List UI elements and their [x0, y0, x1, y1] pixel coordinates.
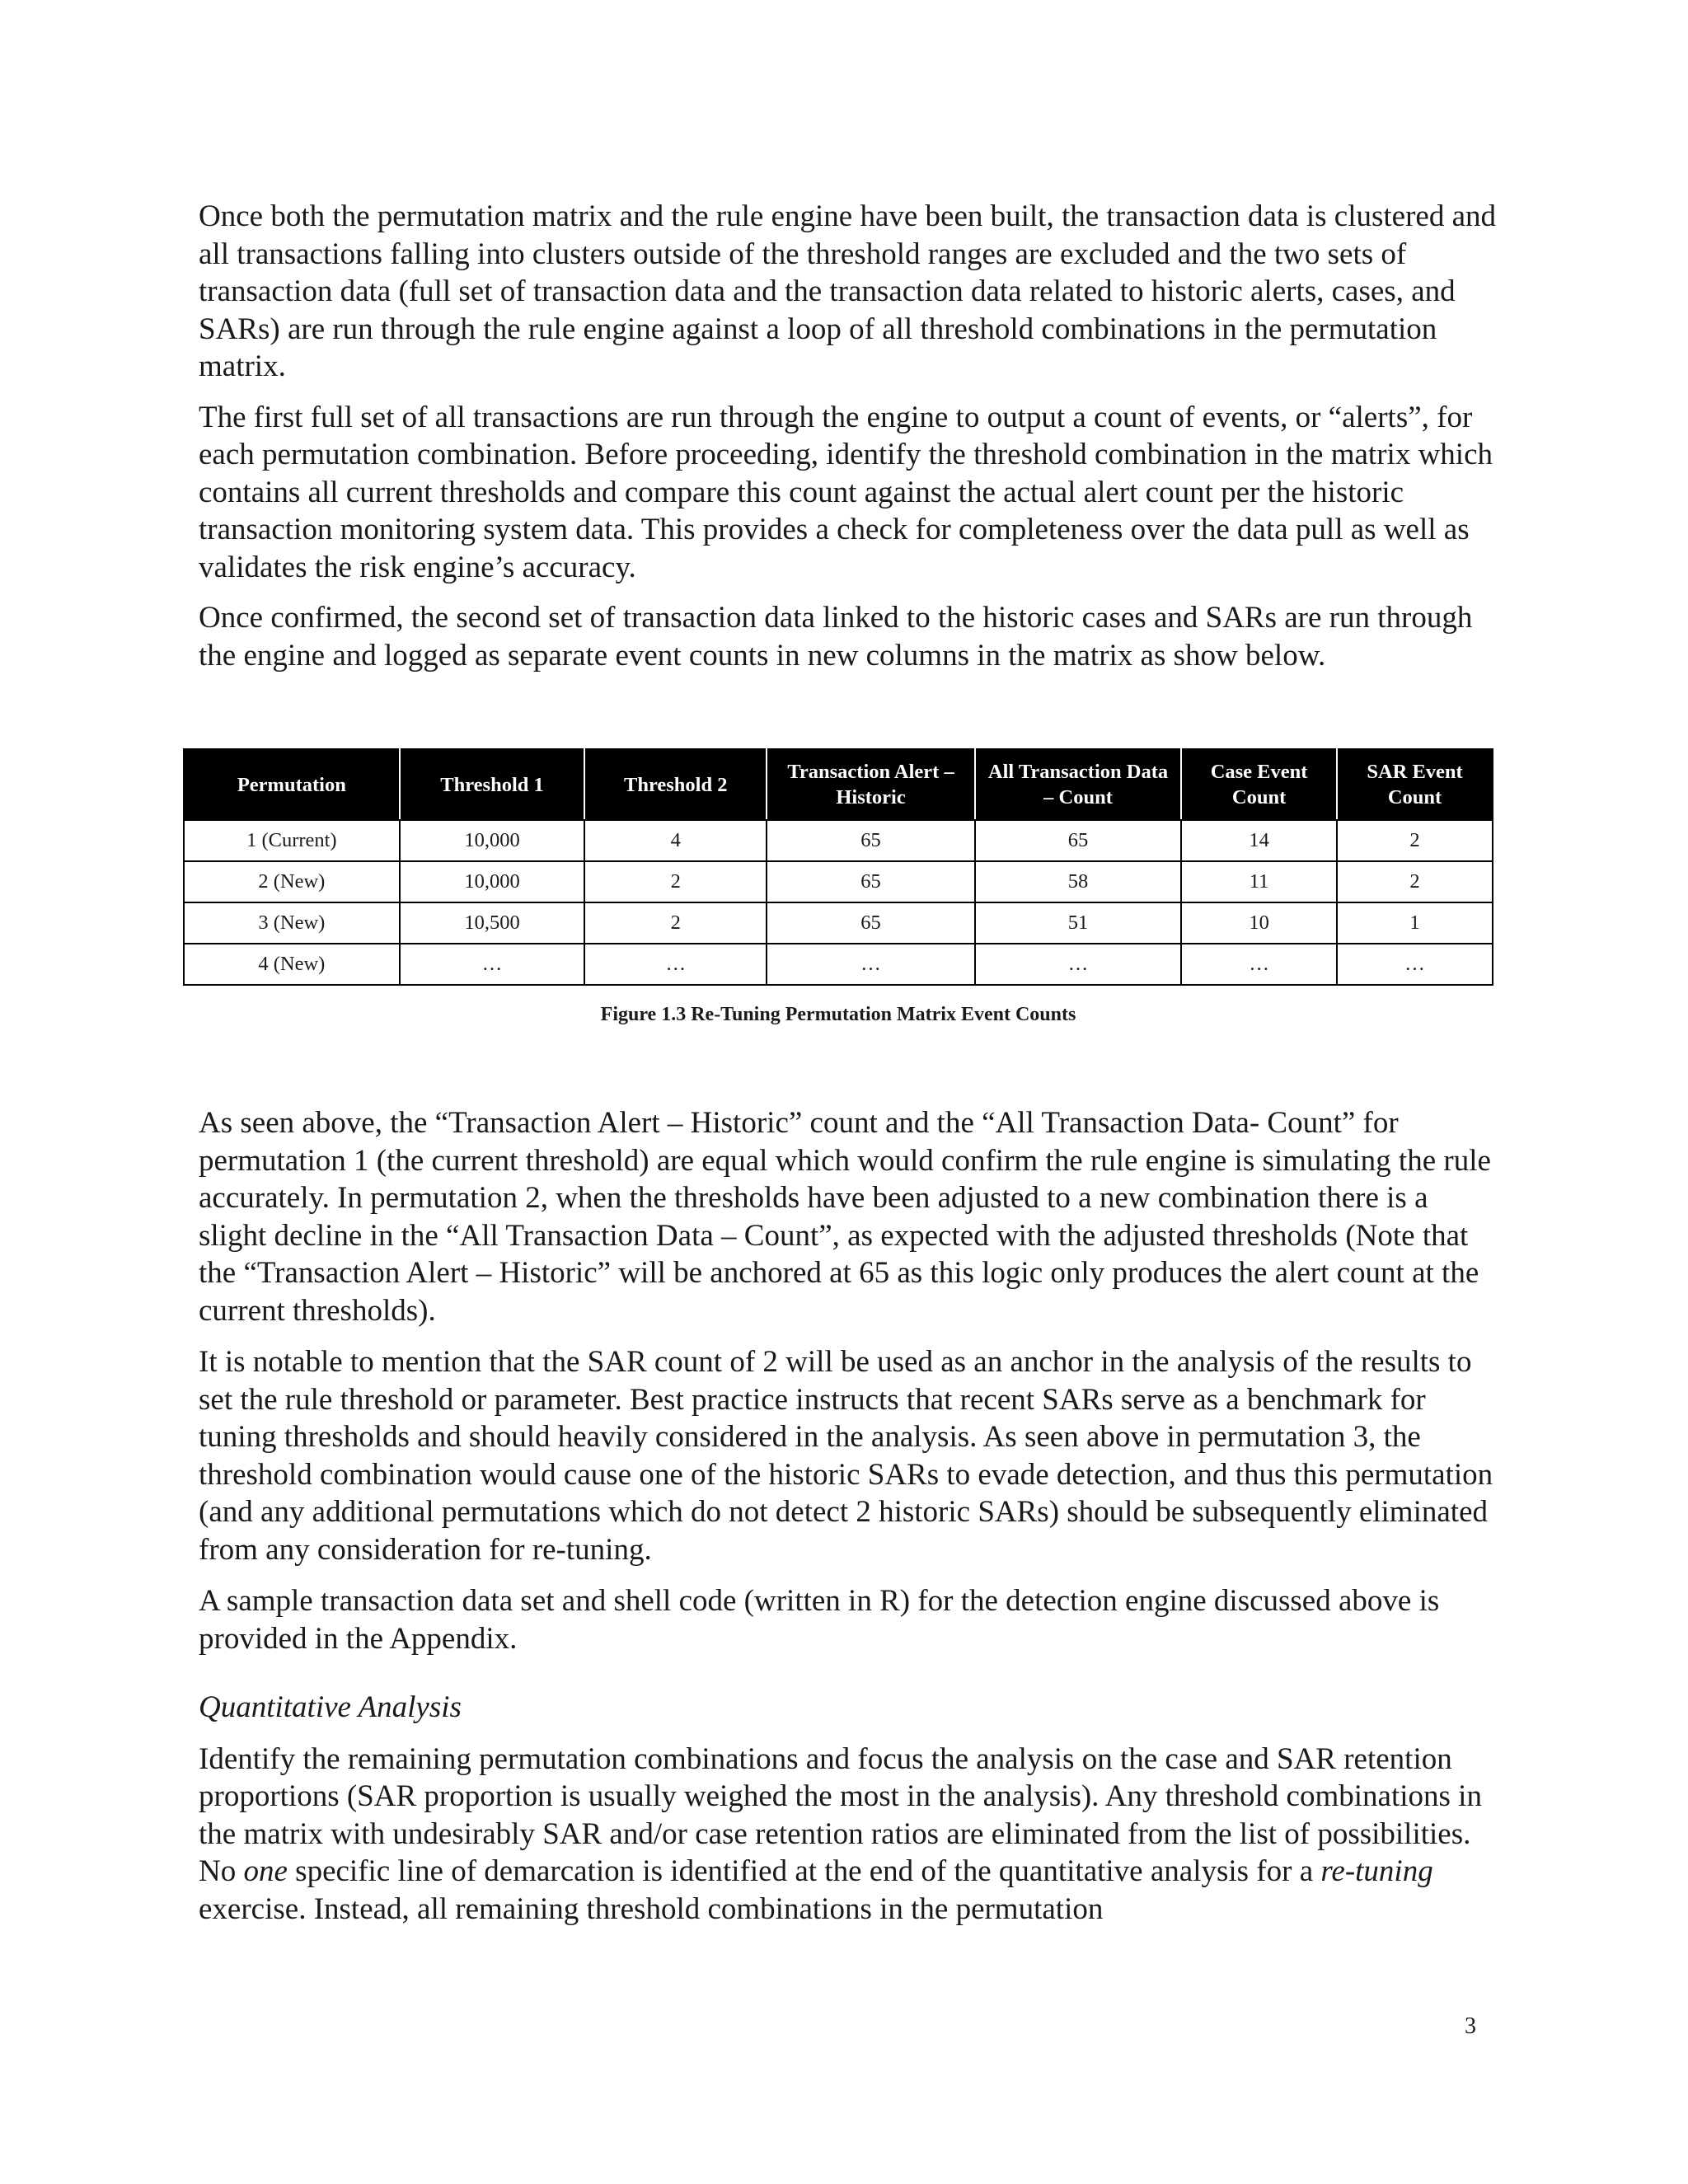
table-cell: …	[584, 944, 767, 985]
table-cell: 14	[1181, 820, 1337, 861]
table-row	[184, 944, 1493, 985]
paragraph: It is notable to mention that the SAR count of 2 will be used as an anchor in the analysis of the results to set the rule threshold or parameter. Best practice instructs that recent SARs serve as a benchmark for tuning thresholds and should heavily considered in the analysis. As seen above in permutation 3, the threshold combination would cause one of the historic SARs to evade detection, and thus this permutation (and any additional permutations which do not detect 2 historic SARs) should be subsequently eliminated from any consideration for re-tuning.	[199, 1345, 1493, 1567]
table-cell: 2 (New)	[184, 861, 400, 902]
column-header: Case Event Count	[1181, 749, 1337, 820]
table-cell: …	[767, 944, 975, 985]
table-cell: 2	[1337, 861, 1493, 902]
column-header: Permutation	[184, 749, 400, 820]
table-row	[184, 820, 1493, 861]
paragraph: Once both the permutation matrix and the rule engine have been built, the transaction data is clustered and all transactions falling into clusters outside of the threshold ranges are excluded and the two sets of transaction data (full set of transaction data and the transaction data related to historic alerts, cases, and SARs) are run through the rule engine against a loop of all threshold combinations in the permutation matrix.	[199, 199, 1497, 383]
text-run: specific line of demarcation is identified at the end of the quantitative analysis for a	[287, 1854, 1321, 1888]
paragraph: The first full set of all transactions are run through the engine to output a count of events, or “alerts”, for each permutation combination. Before proceeding, identify the threshold combination in the matrix which contains all current thresholds and compare this count against the actual alert count per the historic transaction monitoring system data. This provides a check for completeness over the data pull as well as validates the risk engine’s accuracy.	[199, 400, 1493, 584]
figure-caption: Figure 1.3 Re-Tuning Permutation Matrix Event Counts	[600, 1004, 1076, 1025]
table-cell: …	[1181, 944, 1337, 985]
table-cell: 65	[767, 902, 975, 944]
section-subheading: Quantitative Analysis	[199, 1690, 462, 1724]
column-header: Threshold 2	[584, 749, 767, 820]
table-cell: 4 (New)	[184, 944, 400, 985]
column-header: Transaction Alert – Historic	[767, 749, 975, 820]
table-cell: 10,000	[400, 861, 585, 902]
table-cell: 1	[1337, 902, 1493, 944]
table-cell: 2	[584, 861, 767, 902]
table-cell: 51	[975, 902, 1181, 944]
permutation-matrix-table	[183, 748, 1493, 986]
body-section	[199, 1104, 1501, 1928]
emphasis-text: re-tuning	[1320, 1854, 1433, 1888]
page-number: 3	[1465, 2013, 1476, 2039]
column-header: SAR Event Count	[1337, 749, 1493, 820]
paragraph	[199, 1741, 1501, 1929]
page-body	[199, 198, 1501, 1942]
table-cell: …	[400, 944, 585, 985]
column-header: All Transaction Data – Count	[975, 749, 1181, 820]
table-cell: 11	[1181, 861, 1337, 902]
table-cell: 2	[584, 902, 767, 944]
table-header-row	[184, 749, 1493, 820]
paragraph: As seen above, the “Transaction Alert – Historic” count and the “All Transaction Data- Count” for permutation 1 (the current threshold) are equal which would confirm the rule engine is simulating the rule accurately. In permutation 2, when the thresholds have been adjusted to a new combination there is a slight decline in the “All Transaction Data – Count”, as expected with the adjusted thresholds (Note that the “Transaction Alert – Historic” will be anchored at 65 as this logic only produces the alert count at the current thresholds).	[199, 1106, 1491, 1328]
table-cell: 65	[767, 820, 975, 861]
table-cell: 3 (New)	[184, 902, 400, 944]
table-cell: 10,500	[400, 902, 585, 944]
table-cell: 4	[584, 820, 767, 861]
table-cell: …	[1337, 944, 1493, 985]
text-run: Identify the remaining permutation combinations and focus the analysis on the case and SAR retention proportions (SAR proportion is usually weighed the most in the analysis). Any threshold combinations in the matrix with undesirably SAR and/or case retention ratios are eliminated from the list of possibilities. No	[199, 1741, 1482, 1888]
table-cell: …	[975, 944, 1181, 985]
paragraph: A sample transaction data set and shell code (written in R) for the detection engine discussed above is provided in the Appendix.	[199, 1584, 1440, 1656]
table-cell: 10	[1181, 902, 1337, 944]
table-row	[184, 861, 1493, 902]
emphasis-text: one	[243, 1854, 288, 1888]
table-cell: 1 (Current)	[184, 820, 400, 861]
permutation-table-figure	[183, 748, 1493, 1026]
table-cell: 10,000	[400, 820, 585, 861]
table-cell: 65	[975, 820, 1181, 861]
text-run: exercise. Instead, all remaining threshold combinations in the permutation	[199, 1891, 1104, 1926]
paragraph: Once confirmed, the second set of transaction data linked to the historic cases and SARs are run through the engine and logged as separate event counts in new columns in the matrix as show below.	[199, 601, 1473, 673]
table-row	[184, 902, 1493, 944]
table-cell: 2	[1337, 820, 1493, 861]
table-cell: 65	[767, 861, 975, 902]
column-header: Threshold 1	[400, 749, 585, 820]
table-cell: 58	[975, 861, 1181, 902]
